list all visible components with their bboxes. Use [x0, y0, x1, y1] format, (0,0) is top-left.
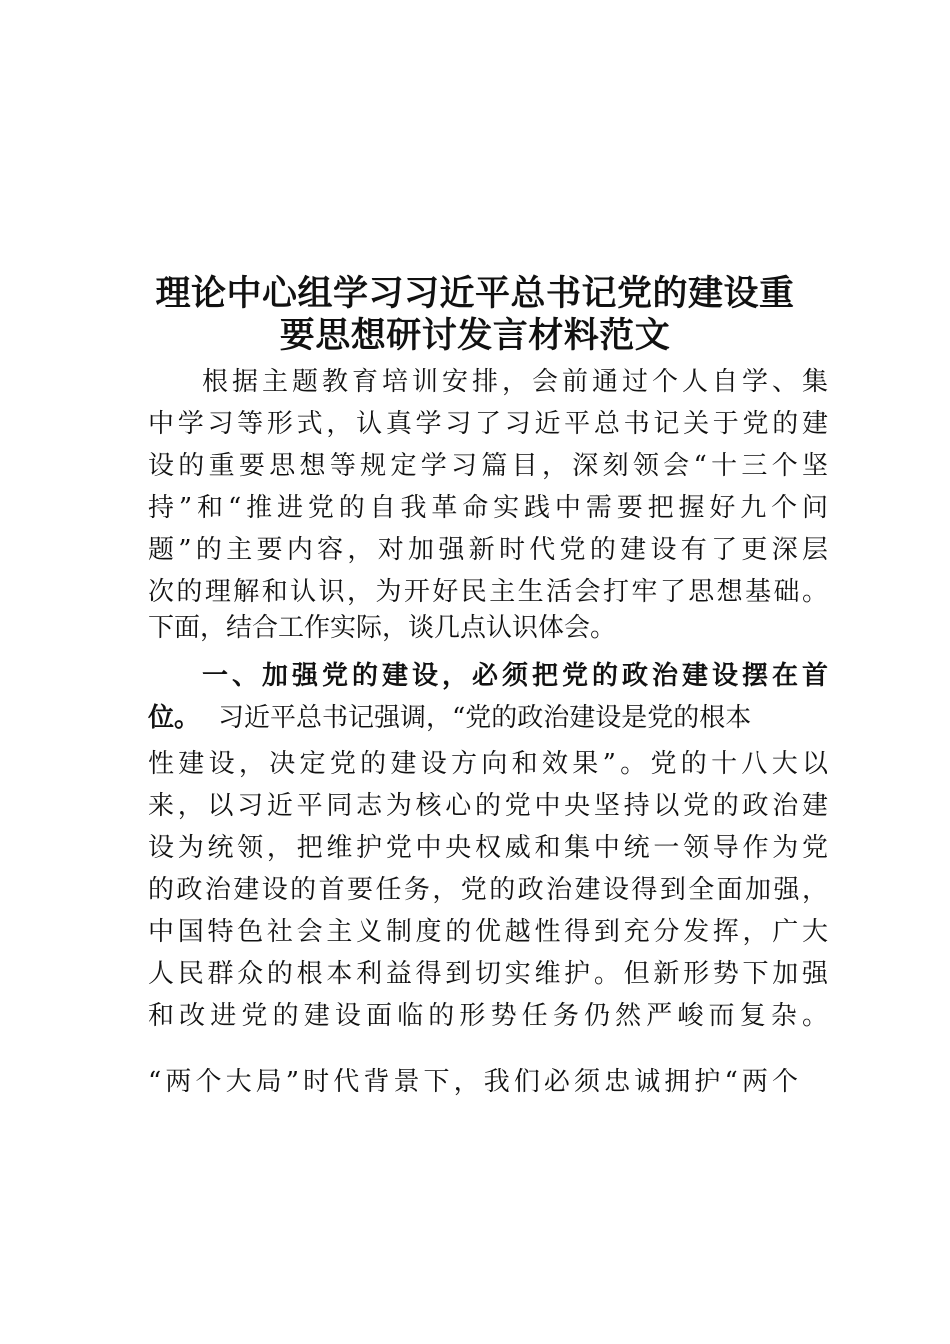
paragraph-1-line-4: 持”和“推进党的自我革命实践中需要把握好九个问 [148, 493, 828, 523]
document-title-line-1: 理论中心组学习习近平总书记党的建设重 [155, 274, 795, 314]
section-1-line-7: 人民群众的根本利益得到切实维护。但新形势下加强 [148, 959, 828, 989]
section-1-line-8: 和改进党的建设面临的形势任务仍然严峻而复杂。 [148, 1001, 828, 1031]
section-1-heading-tail: 位。 [148, 703, 201, 733]
paragraph-1-line-6: 次的理解和认识，为开好民主生活会打牢了思想基础。 [148, 577, 828, 607]
paragraph-1-line-5: 题”的主要内容，对加强新时代党的建设有了更深层 [148, 535, 828, 565]
section-1-line-6: 中国特色社会主义制度的优越性得到充分发挥，广大 [148, 917, 828, 947]
section-1-heading: 一、加强党的建设，必须把党的政治建设摆在首 [202, 661, 828, 691]
section-1-line-5: 的政治建设的首要任务，党的政治建设得到全面加强， [148, 875, 828, 905]
paragraph-1-line-7: 下面，结合工作实际，谈几点认识体会。 [148, 613, 617, 643]
paragraph-1-line-1: 根据主题教育培训安排，会前通过个人自学、集 [202, 367, 828, 397]
section-1-line-9: “两个大局”时代背景下，我们必须忠诚拥护“两个 [148, 1067, 798, 1097]
section-1-line-4: 设为统领，把维护党中央权威和集中统一领导作为党 [148, 833, 828, 863]
section-1-line-2: 性建设，决定党的建设方向和效果”。党的十八大以 [148, 749, 828, 779]
section-1-line-1-text: 习近平总书记强调，“党的政治建设是党的根本 [218, 703, 752, 733]
paragraph-1-line-3: 设的重要思想等规定学习篇目，深刻领会“十三个坚 [148, 451, 828, 481]
document-title-line-2: 要思想研讨发言材料范文 [279, 316, 671, 356]
section-1-line-1 [148, 697, 828, 739]
section-1-line-3: 来，以习近平同志为核心的党中央坚持以党的政治建 [148, 791, 828, 821]
paragraph-1-line-2: 中学习等形式，认真学习了习近平总书记关于党的建 [148, 409, 828, 439]
